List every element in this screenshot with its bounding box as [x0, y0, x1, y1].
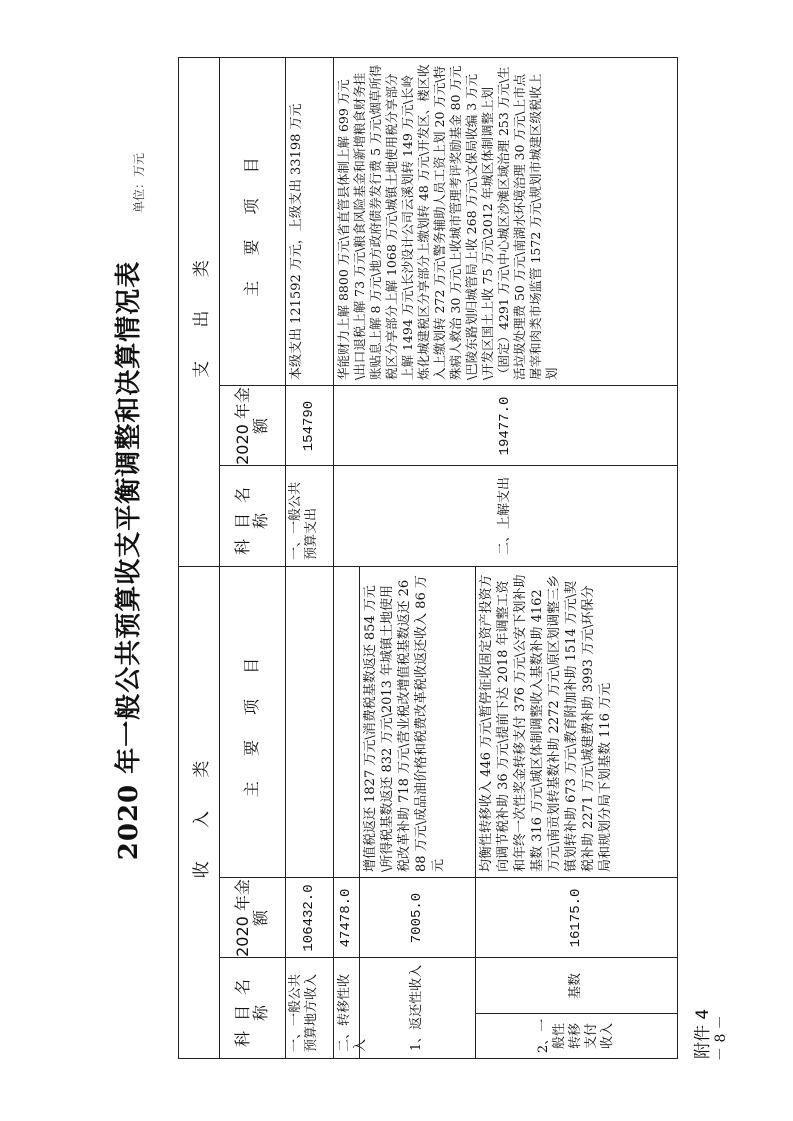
income-row-4-items: 均衡性转移收入 446 万元\暂停征收固定资产投资方向调节税补助 36 万元\提前下达 2018 年调整工资和年终一次性奖金转移支付 376 万元\公安下划补助基数 316 万元\城区体制调整收入基数补助 4162 万元\南贡划转基数补助 2272 万元\原区划调整三乡镇划转补助 673 万元\教育附加补助 1514 万元\契税补助 2271 万元\城建费补助 3993 万元\环保分局和规划分局下划基数 116 万元	[479, 574, 613, 872]
expenditure-band: 支 出 类	[179, 58, 220, 566]
income-row-2-amount: 47478.0	[338, 888, 354, 948]
page-number: － 8 －	[713, 1015, 729, 1061]
income-header-name: 科目名称	[232, 969, 270, 1048]
income-table	[178, 566, 678, 1059]
income-header-amount: 2020 年金额	[232, 879, 270, 957]
attachment-label: 附件 4	[693, 1008, 713, 1059]
income-row-4-sub: 基数	[568, 973, 583, 1000]
income-header-row	[219, 567, 286, 1058]
expenditure-row-2-items: 华能财力上解 8800 万元\省直管县体制上解 699 万元\出口退税上解 73 万元\粮食风险基金和新增粮食财务挂账贴息上解 8 万元\地方政府债券发行费 5 万元\烟草所得税区分享部分上解 1068 万元\城镇土地使用税分享部分上解 1494 万元\长沙设计公司云溪划转 149 万元\长岭炼化城建税区分享部分上缴划转 48 万元\开发区、楼区收入上缴划转 272 万元\警务辅助人员工资上划 20 万元\特殊病人救治 30 万元\上收城市管理考评奖励基金 80 万元\巴陵东路划归城管局上收 268 万元\文保局收编 3 万元\开发区国土上收 75 万元\2012 年城区体制调整上划（固定）4291 万元\中心城区沙滩区域治理 253 万元\生活垃圾处理费 50 万元\南湖水环境治理 30 万元\上市点屠宰和肉类市场监管 1572 万元\规划市城建区级税收上划	[336, 64, 559, 380]
income-row-2-name: 二、转移性收入	[337, 973, 368, 1052]
expenditure-table	[178, 57, 678, 566]
expenditure-header-row	[219, 58, 286, 566]
expenditure-row-1-name: 一、一般公共预算支出	[288, 481, 319, 560]
income-row-2-items	[333, 567, 359, 878]
income-row-3-name: 1、返还性收入	[409, 964, 424, 1052]
page-title: 2020 年一般公共预算收支平衡调整和决算情况表	[114, 260, 144, 861]
expenditure-header-amount: 2020 年金额	[232, 387, 270, 465]
income-row-3-items: 增值税返还 1827 万元\消费税基数返还 854 万元\所得税基数返还 832 万元\2013 年城镇土地使用税改革补助 718 万元\营业税改增值税基数返还 2688 万元\成品油价格和税费改革税收返还收入 86 万元	[363, 575, 446, 872]
income-row-4-group: 2、一般性转移支付收入	[536, 1018, 615, 1054]
income-row-1-name: 一、一般公共预算地方收入	[288, 973, 319, 1052]
income-row-1-items	[285, 567, 333, 878]
income-header-items: 主 要 项 目	[241, 647, 261, 798]
expenditure-row-1-items: 本级支出 121592 万元，上级支出 33198 万元	[289, 103, 304, 380]
income-row-3-amount: 7005.0	[409, 892, 425, 944]
expenditure-header-name: 科目名称	[232, 477, 270, 556]
unit-label: 单位：万元	[132, 152, 146, 213]
expenditure-row-2-amount: 19477.0	[497, 396, 513, 456]
expenditure-header-items: 主 要 项 目	[241, 147, 261, 297]
expenditure-row-2-name: 二、上解支出	[497, 477, 512, 556]
income-row-1-amount: 106432.0	[301, 884, 317, 952]
income-band: 收 入 类	[179, 567, 220, 1058]
income-row-4-amount: 16175.0	[568, 888, 584, 948]
expenditure-row-1-amount: 154790	[301, 400, 317, 452]
